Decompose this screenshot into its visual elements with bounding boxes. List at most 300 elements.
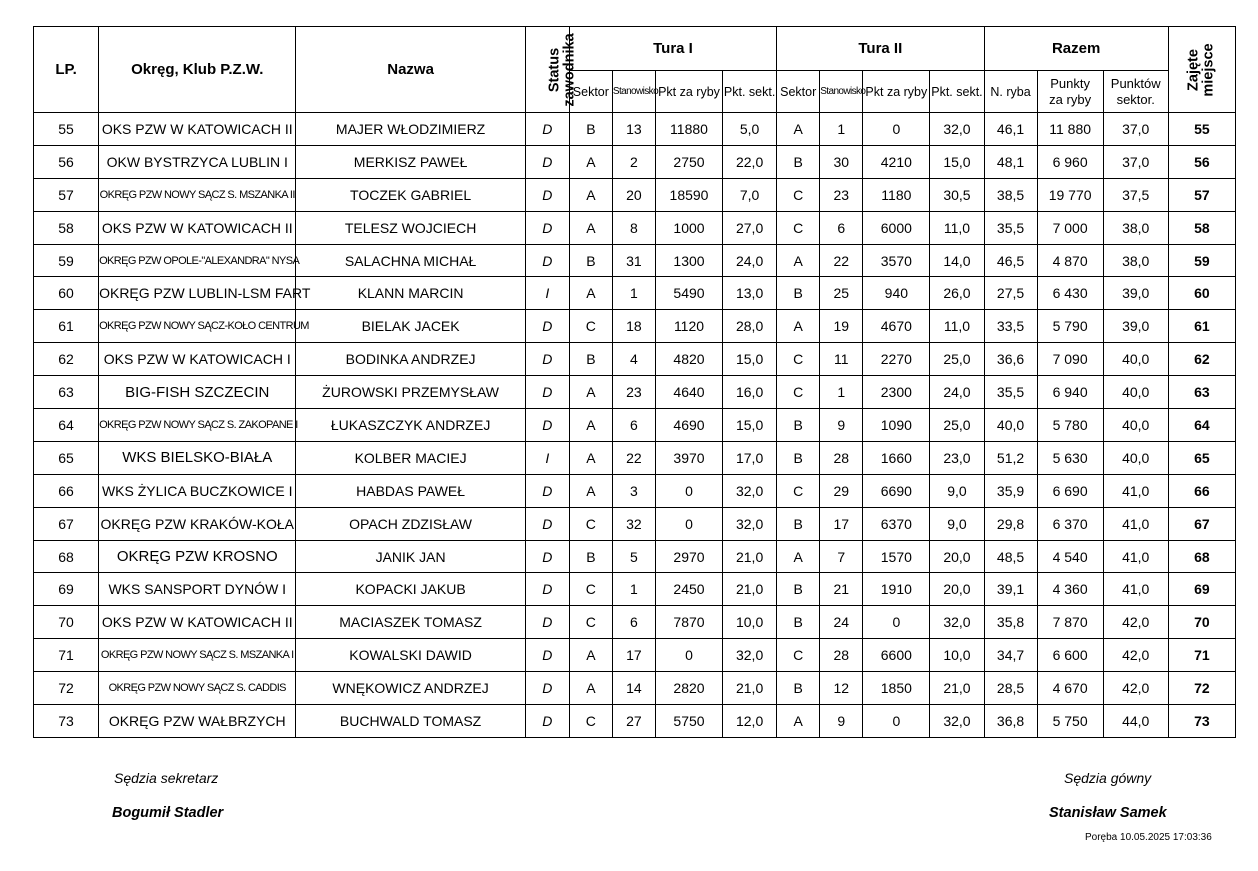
cell-station-t2: 24	[820, 606, 863, 639]
cell-sector-pts-t1: 21,0	[723, 672, 777, 705]
cell-sector-t1: B	[569, 540, 612, 573]
cell-sector-t1: A	[569, 441, 612, 474]
cell-station-t1: 23	[612, 376, 655, 409]
cell-sector-pts-t2: 21,0	[930, 672, 984, 705]
chief-judge-title: Sędzia gówny	[1064, 770, 1152, 786]
cell-fish-pts-t2: 6690	[863, 474, 930, 507]
cell-n-fish: 46,5	[984, 244, 1037, 277]
cell-fish-points-total: 4 670	[1037, 672, 1103, 705]
cell-sector-points-total: 38,0	[1103, 244, 1168, 277]
cell-sector-t1: A	[569, 178, 612, 211]
cell-name: OPACH ZDZISŁAW	[296, 507, 525, 540]
cell-station-t2: 9	[820, 409, 863, 442]
header-sector-points-total-line2: sektor.	[1116, 91, 1155, 107]
table-row	[34, 211, 1236, 244]
cell-n-fish: 48,5	[984, 540, 1037, 573]
cell-club: OKS PZW W KATOWICACH II	[99, 606, 296, 639]
cell-sector-pts-t2: 10,0	[930, 639, 984, 672]
header-tour1: Tura I	[569, 27, 776, 71]
cell-sector-t1: A	[569, 474, 612, 507]
cell-sector-points-total: 37,0	[1103, 113, 1168, 146]
table-row	[34, 606, 1236, 639]
cell-sector-pts-t1: 24,0	[723, 244, 777, 277]
cell-sector-points-total: 39,0	[1103, 277, 1168, 310]
cell-fish-points-total: 6 430	[1037, 277, 1103, 310]
cell-status: D	[525, 507, 569, 540]
cell-n-fish: 46,1	[984, 113, 1037, 146]
cell-sector-pts-t1: 32,0	[723, 474, 777, 507]
cell-sector-pts-t2: 11,0	[930, 310, 984, 343]
header-fish-points-total-line1: Punkty	[1050, 75, 1090, 91]
table-row	[34, 507, 1236, 540]
cell-fish-pts-t2: 1090	[863, 409, 930, 442]
cell-fish-points-total: 7 090	[1037, 343, 1103, 376]
cell-place: 55	[1168, 113, 1235, 146]
cell-fish-pts-t2: 1570	[863, 540, 930, 573]
cell-sector-pts-t2: 15,0	[930, 145, 984, 178]
cell-lp: 70	[34, 606, 99, 639]
cell-station-t1: 27	[612, 705, 655, 738]
cell-fish-pts-t2: 0	[863, 606, 930, 639]
cell-station-t1: 2	[612, 145, 655, 178]
cell-fish-pts-t2: 6370	[863, 507, 930, 540]
cell-club: OKW BYSTRZYCA LUBLIN I	[99, 145, 296, 178]
cell-n-fish: 27,5	[984, 277, 1037, 310]
cell-name: MACIASZEK TOMASZ	[296, 606, 525, 639]
cell-station-t1: 1	[612, 277, 655, 310]
cell-fish-pts-t2: 940	[863, 277, 930, 310]
cell-place: 64	[1168, 409, 1235, 442]
cell-place: 65	[1168, 441, 1235, 474]
cell-sector-t1: A	[569, 672, 612, 705]
cell-sector-pts-t1: 13,0	[723, 277, 777, 310]
cell-sector-pts-t2: 24,0	[930, 376, 984, 409]
header-sector-pts-t1: Pkt. sekt.	[723, 71, 777, 113]
cell-status: D	[525, 145, 569, 178]
table-row	[34, 178, 1236, 211]
cell-club: OKRĘG PZW OPOLE-"ALEXANDRA" NYSA	[99, 244, 296, 277]
cell-sector-pts-t1: 15,0	[723, 343, 777, 376]
cell-sector-pts-t1: 5,0	[723, 113, 777, 146]
cell-fish-points-total: 6 690	[1037, 474, 1103, 507]
cell-fish-pts-t1: 0	[655, 639, 722, 672]
cell-place: 72	[1168, 672, 1235, 705]
cell-place: 59	[1168, 244, 1235, 277]
cell-sector-pts-t1: 10,0	[723, 606, 777, 639]
cell-place: 73	[1168, 705, 1235, 738]
cell-status: D	[525, 573, 569, 606]
header-sector-pts-t2: Pkt. sekt.	[930, 71, 984, 113]
cell-sector-pts-t1: 21,0	[723, 540, 777, 573]
cell-fish-pts-t2: 3570	[863, 244, 930, 277]
cell-station-t1: 5	[612, 540, 655, 573]
cell-n-fish: 35,5	[984, 376, 1037, 409]
cell-station-t2: 22	[820, 244, 863, 277]
cell-station-t1: 6	[612, 409, 655, 442]
cell-fish-pts-t1: 3970	[655, 441, 722, 474]
cell-sector-t2: C	[777, 343, 820, 376]
cell-fish-pts-t1: 18590	[655, 178, 722, 211]
cell-station-t1: 1	[612, 573, 655, 606]
cell-lp: 67	[34, 507, 99, 540]
cell-sector-points-total: 41,0	[1103, 540, 1168, 573]
cell-name: BIELAK JACEK	[296, 310, 525, 343]
cell-fish-pts-t2: 1660	[863, 441, 930, 474]
cell-n-fish: 40,0	[984, 409, 1037, 442]
cell-sector-t1: A	[569, 376, 612, 409]
cell-lp: 62	[34, 343, 99, 376]
cell-fish-pts-t1: 4640	[655, 376, 722, 409]
cell-name: KLANN MARCIN	[296, 277, 525, 310]
cell-fish-points-total: 6 940	[1037, 376, 1103, 409]
cell-station-t2: 17	[820, 507, 863, 540]
results-table	[33, 26, 1236, 738]
cell-station-t2: 19	[820, 310, 863, 343]
cell-station-t1: 8	[612, 211, 655, 244]
cell-station-t2: 28	[820, 441, 863, 474]
cell-sector-pts-t2: 20,0	[930, 573, 984, 606]
cell-status: D	[525, 474, 569, 507]
header-club: Okręg, Klub P.Z.W.	[99, 27, 296, 113]
cell-fish-pts-t1: 0	[655, 507, 722, 540]
header-fish-points-total-line2: za ryby	[1049, 91, 1092, 107]
cell-fish-points-total: 6 600	[1037, 639, 1103, 672]
cell-fish-points-total: 6 960	[1037, 145, 1103, 178]
cell-sector-pts-t2: 30,5	[930, 178, 984, 211]
cell-fish-pts-t2: 1850	[863, 672, 930, 705]
header-name: Nazwa	[296, 27, 525, 113]
cell-sector-pts-t2: 26,0	[930, 277, 984, 310]
cell-sector-pts-t1: 15,0	[723, 409, 777, 442]
cell-n-fish: 33,5	[984, 310, 1037, 343]
table-row	[34, 409, 1236, 442]
cell-n-fish: 38,5	[984, 178, 1037, 211]
cell-club: OKRĘG PZW NOWY SĄCZ S. MSZANKA I	[99, 639, 296, 672]
cell-status: D	[525, 310, 569, 343]
cell-place: 66	[1168, 474, 1235, 507]
cell-fish-pts-t1: 1000	[655, 211, 722, 244]
cell-fish-points-total: 7 000	[1037, 211, 1103, 244]
cell-lp: 72	[34, 672, 99, 705]
table-row	[34, 343, 1236, 376]
cell-fish-points-total: 19 770	[1037, 178, 1103, 211]
cell-name: MERKISZ PAWEŁ	[296, 145, 525, 178]
cell-fish-pts-t1: 11880	[655, 113, 722, 146]
cell-n-fish: 28,5	[984, 672, 1037, 705]
header-fish-points-total	[1037, 71, 1103, 113]
cell-lp: 64	[34, 409, 99, 442]
cell-sector-t1: C	[569, 310, 612, 343]
cell-sector-pts-t2: 11,0	[930, 211, 984, 244]
cell-sector-pts-t2: 9,0	[930, 507, 984, 540]
header-sector-points-total-line1: Punktów	[1110, 75, 1161, 91]
cell-station-t2: 11	[820, 343, 863, 376]
cell-sector-pts-t2: 9,0	[930, 474, 984, 507]
cell-club: WKS ŻYLICA BUCZKOWICE I	[99, 474, 296, 507]
header-status-line1: Status	[546, 47, 563, 92]
cell-status: D	[525, 672, 569, 705]
cell-station-t2: 6	[820, 211, 863, 244]
header-station-t1: Stanowisko	[612, 71, 655, 113]
cell-sector-points-total: 40,0	[1103, 376, 1168, 409]
cell-sector-t1: A	[569, 277, 612, 310]
cell-club: OKRĘG PZW LUBLIN-LSM FART	[99, 277, 296, 310]
cell-sector-t2: B	[777, 145, 820, 178]
cell-sector-pts-t1: 12,0	[723, 705, 777, 738]
cell-sector-pts-t2: 14,0	[930, 244, 984, 277]
cell-sector-t2: B	[777, 573, 820, 606]
cell-fish-pts-t2: 1180	[863, 178, 930, 211]
cell-n-fish: 29,8	[984, 507, 1037, 540]
cell-club: WKS BIELSKO-BIAŁA	[99, 441, 296, 474]
cell-name: SALACHNA MICHAŁ	[296, 244, 525, 277]
header-sector-t1: Sektor	[569, 71, 612, 113]
cell-place: 68	[1168, 540, 1235, 573]
cell-name: ŁUKASZCZYK ANDRZEJ	[296, 409, 525, 442]
cell-fish-points-total: 4 360	[1037, 573, 1103, 606]
cell-status: D	[525, 113, 569, 146]
cell-sector-t1: C	[569, 573, 612, 606]
cell-name: BUCHWALD TOMASZ	[296, 705, 525, 738]
cell-fish-points-total: 7 870	[1037, 606, 1103, 639]
cell-fish-pts-t1: 0	[655, 474, 722, 507]
cell-lp: 60	[34, 277, 99, 310]
cell-fish-pts-t2: 0	[863, 705, 930, 738]
cell-sector-points-total: 38,0	[1103, 211, 1168, 244]
cell-sector-points-total: 40,0	[1103, 441, 1168, 474]
header-place-line1: Zajęte	[1185, 48, 1202, 91]
cell-lp: 58	[34, 211, 99, 244]
chief-judge-name: Stanisław Samek	[1049, 805, 1167, 821]
cell-sector-t2: C	[777, 639, 820, 672]
cell-place: 67	[1168, 507, 1235, 540]
header-sector-t2: Sektor	[777, 71, 820, 113]
cell-sector-t2: A	[777, 113, 820, 146]
cell-station-t2: 9	[820, 705, 863, 738]
header-lp: LP.	[34, 27, 99, 113]
cell-status: D	[525, 409, 569, 442]
cell-station-t1: 32	[612, 507, 655, 540]
cell-lp: 65	[34, 441, 99, 474]
cell-club: OKS PZW W KATOWICACH II	[99, 113, 296, 146]
cell-lp: 57	[34, 178, 99, 211]
cell-station-t1: 14	[612, 672, 655, 705]
cell-station-t2: 1	[820, 113, 863, 146]
cell-name: KOPACKI JAKUB	[296, 573, 525, 606]
cell-station-t1: 6	[612, 606, 655, 639]
cell-place: 56	[1168, 145, 1235, 178]
cell-sector-points-total: 40,0	[1103, 409, 1168, 442]
cell-club: BIG-FISH SZCZECIN	[99, 376, 296, 409]
cell-station-t1: 4	[612, 343, 655, 376]
cell-status: D	[525, 540, 569, 573]
cell-sector-pts-t2: 25,0	[930, 409, 984, 442]
cell-lp: 73	[34, 705, 99, 738]
cell-sector-pts-t2: 32,0	[930, 113, 984, 146]
cell-sector-t1: C	[569, 606, 612, 639]
header-status-line2: zawodnika	[561, 32, 578, 107]
cell-sector-points-total: 39,0	[1103, 310, 1168, 343]
place-date-stamp: Poręba 10.05.2025 17:03:36	[1085, 832, 1212, 843]
cell-status: D	[525, 244, 569, 277]
cell-name: JANIK JAN	[296, 540, 525, 573]
cell-sector-t1: B	[569, 244, 612, 277]
cell-sector-t1: B	[569, 113, 612, 146]
header-fish-pts-t1: Pkt za ryby	[655, 71, 722, 113]
cell-sector-pts-t1: 16,0	[723, 376, 777, 409]
cell-fish-pts-t1: 1300	[655, 244, 722, 277]
cell-place: 60	[1168, 277, 1235, 310]
cell-fish-pts-t2: 6000	[863, 211, 930, 244]
cell-name: KOWALSKI DAWID	[296, 639, 525, 672]
cell-status: I	[525, 277, 569, 310]
table-row	[34, 540, 1236, 573]
cell-lp: 66	[34, 474, 99, 507]
cell-fish-pts-t1: 2970	[655, 540, 722, 573]
cell-sector-t2: C	[777, 474, 820, 507]
cell-lp: 59	[34, 244, 99, 277]
cell-fish-pts-t1: 5750	[655, 705, 722, 738]
cell-sector-points-total: 40,0	[1103, 343, 1168, 376]
cell-sector-t1: C	[569, 705, 612, 738]
cell-place: 63	[1168, 376, 1235, 409]
table-row	[34, 474, 1236, 507]
cell-station-t2: 30	[820, 145, 863, 178]
cell-sector-pts-t2: 23,0	[930, 441, 984, 474]
cell-sector-points-total: 44,0	[1103, 705, 1168, 738]
cell-station-t2: 25	[820, 277, 863, 310]
table-row	[34, 376, 1236, 409]
cell-club: OKRĘG PZW NOWY SĄCZ-KOŁO CENTRUM	[99, 310, 296, 343]
cell-fish-pts-t2: 2270	[863, 343, 930, 376]
cell-fish-pts-t1: 1120	[655, 310, 722, 343]
cell-name: MAJER WŁODZIMIERZ	[296, 113, 525, 146]
cell-sector-t1: C	[569, 507, 612, 540]
cell-fish-pts-t2: 4210	[863, 145, 930, 178]
cell-sector-pts-t1: 17,0	[723, 441, 777, 474]
cell-n-fish: 35,9	[984, 474, 1037, 507]
cell-sector-t2: C	[777, 211, 820, 244]
cell-status: D	[525, 343, 569, 376]
cell-name: HABDAS PAWEŁ	[296, 474, 525, 507]
cell-n-fish: 35,5	[984, 211, 1037, 244]
cell-sector-t2: A	[777, 705, 820, 738]
cell-name: KOLBER MACIEJ	[296, 441, 525, 474]
cell-station-t2: 28	[820, 639, 863, 672]
cell-fish-points-total: 4 870	[1037, 244, 1103, 277]
cell-status: D	[525, 606, 569, 639]
cell-club: WKS SANSPORT DYNÓW I	[99, 573, 296, 606]
cell-fish-pts-t2: 2300	[863, 376, 930, 409]
cell-sector-points-total: 42,0	[1103, 639, 1168, 672]
header-place	[1168, 27, 1235, 113]
cell-sector-t2: B	[777, 277, 820, 310]
cell-station-t1: 20	[612, 178, 655, 211]
header-n-fish: N. ryba	[984, 71, 1037, 113]
cell-station-t2: 12	[820, 672, 863, 705]
cell-club: OKS PZW W KATOWICACH II	[99, 211, 296, 244]
cell-sector-t1: A	[569, 211, 612, 244]
cell-n-fish: 36,8	[984, 705, 1037, 738]
cell-status: D	[525, 211, 569, 244]
cell-sector-t2: B	[777, 507, 820, 540]
cell-sector-pts-t2: 20,0	[930, 540, 984, 573]
cell-status: D	[525, 705, 569, 738]
header-place-line2: miejsce	[1200, 42, 1217, 97]
cell-name: WNĘKOWICZ ANDRZEJ	[296, 672, 525, 705]
cell-station-t1: 31	[612, 244, 655, 277]
header-station-t2: Stanowisko	[820, 71, 863, 113]
cell-fish-pts-t2: 4670	[863, 310, 930, 343]
cell-sector-pts-t1: 28,0	[723, 310, 777, 343]
table-row	[34, 310, 1236, 343]
cell-sector-t1: B	[569, 343, 612, 376]
cell-fish-pts-t1: 2820	[655, 672, 722, 705]
cell-fish-points-total: 5 790	[1037, 310, 1103, 343]
cell-sector-points-total: 41,0	[1103, 573, 1168, 606]
cell-place: 57	[1168, 178, 1235, 211]
cell-sector-points-total: 37,5	[1103, 178, 1168, 211]
cell-lp: 55	[34, 113, 99, 146]
cell-sector-t2: B	[777, 672, 820, 705]
cell-sector-t1: A	[569, 639, 612, 672]
cell-name: TOCZEK GABRIEL	[296, 178, 525, 211]
cell-fish-points-total: 4 540	[1037, 540, 1103, 573]
cell-sector-pts-t2: 32,0	[930, 705, 984, 738]
cell-sector-t2: B	[777, 441, 820, 474]
cell-fish-points-total: 5 780	[1037, 409, 1103, 442]
cell-n-fish: 39,1	[984, 573, 1037, 606]
cell-sector-t2: A	[777, 310, 820, 343]
cell-status: D	[525, 376, 569, 409]
table-row	[34, 573, 1236, 606]
cell-fish-pts-t1: 2750	[655, 145, 722, 178]
cell-sector-points-total: 41,0	[1103, 507, 1168, 540]
cell-sector-pts-t1: 7,0	[723, 178, 777, 211]
cell-club: OKS PZW W KATOWICACH I	[99, 343, 296, 376]
header-tour2: Tura II	[777, 27, 984, 71]
cell-station-t1: 18	[612, 310, 655, 343]
cell-status: I	[525, 441, 569, 474]
cell-fish-points-total: 6 370	[1037, 507, 1103, 540]
table-row	[34, 277, 1236, 310]
cell-n-fish: 51,2	[984, 441, 1037, 474]
cell-lp: 71	[34, 639, 99, 672]
table-row	[34, 639, 1236, 672]
cell-sector-t2: C	[777, 376, 820, 409]
cell-station-t2: 23	[820, 178, 863, 211]
cell-sector-pts-t1: 27,0	[723, 211, 777, 244]
cell-fish-points-total: 5 630	[1037, 441, 1103, 474]
secretary-name: Bogumił Stadler	[112, 805, 224, 821]
cell-lp: 56	[34, 145, 99, 178]
cell-name: TELESZ WOJCIECH	[296, 211, 525, 244]
cell-club: OKRĘG PZW NOWY SĄCZ S. ZAKOPANE I	[99, 409, 296, 442]
cell-fish-pts-t1: 7870	[655, 606, 722, 639]
cell-status: D	[525, 178, 569, 211]
cell-n-fish: 36,6	[984, 343, 1037, 376]
header-status	[525, 27, 578, 113]
header-row-top	[34, 27, 1236, 71]
cell-fish-pts-t1: 4690	[655, 409, 722, 442]
cell-sector-t2: A	[777, 244, 820, 277]
table-row	[34, 244, 1236, 277]
cell-sector-t2: B	[777, 606, 820, 639]
cell-station-t1: 13	[612, 113, 655, 146]
cell-name: ŻUROWSKI PRZEMYSŁAW	[296, 376, 525, 409]
cell-station-t1: 3	[612, 474, 655, 507]
cell-station-t1: 22	[612, 441, 655, 474]
